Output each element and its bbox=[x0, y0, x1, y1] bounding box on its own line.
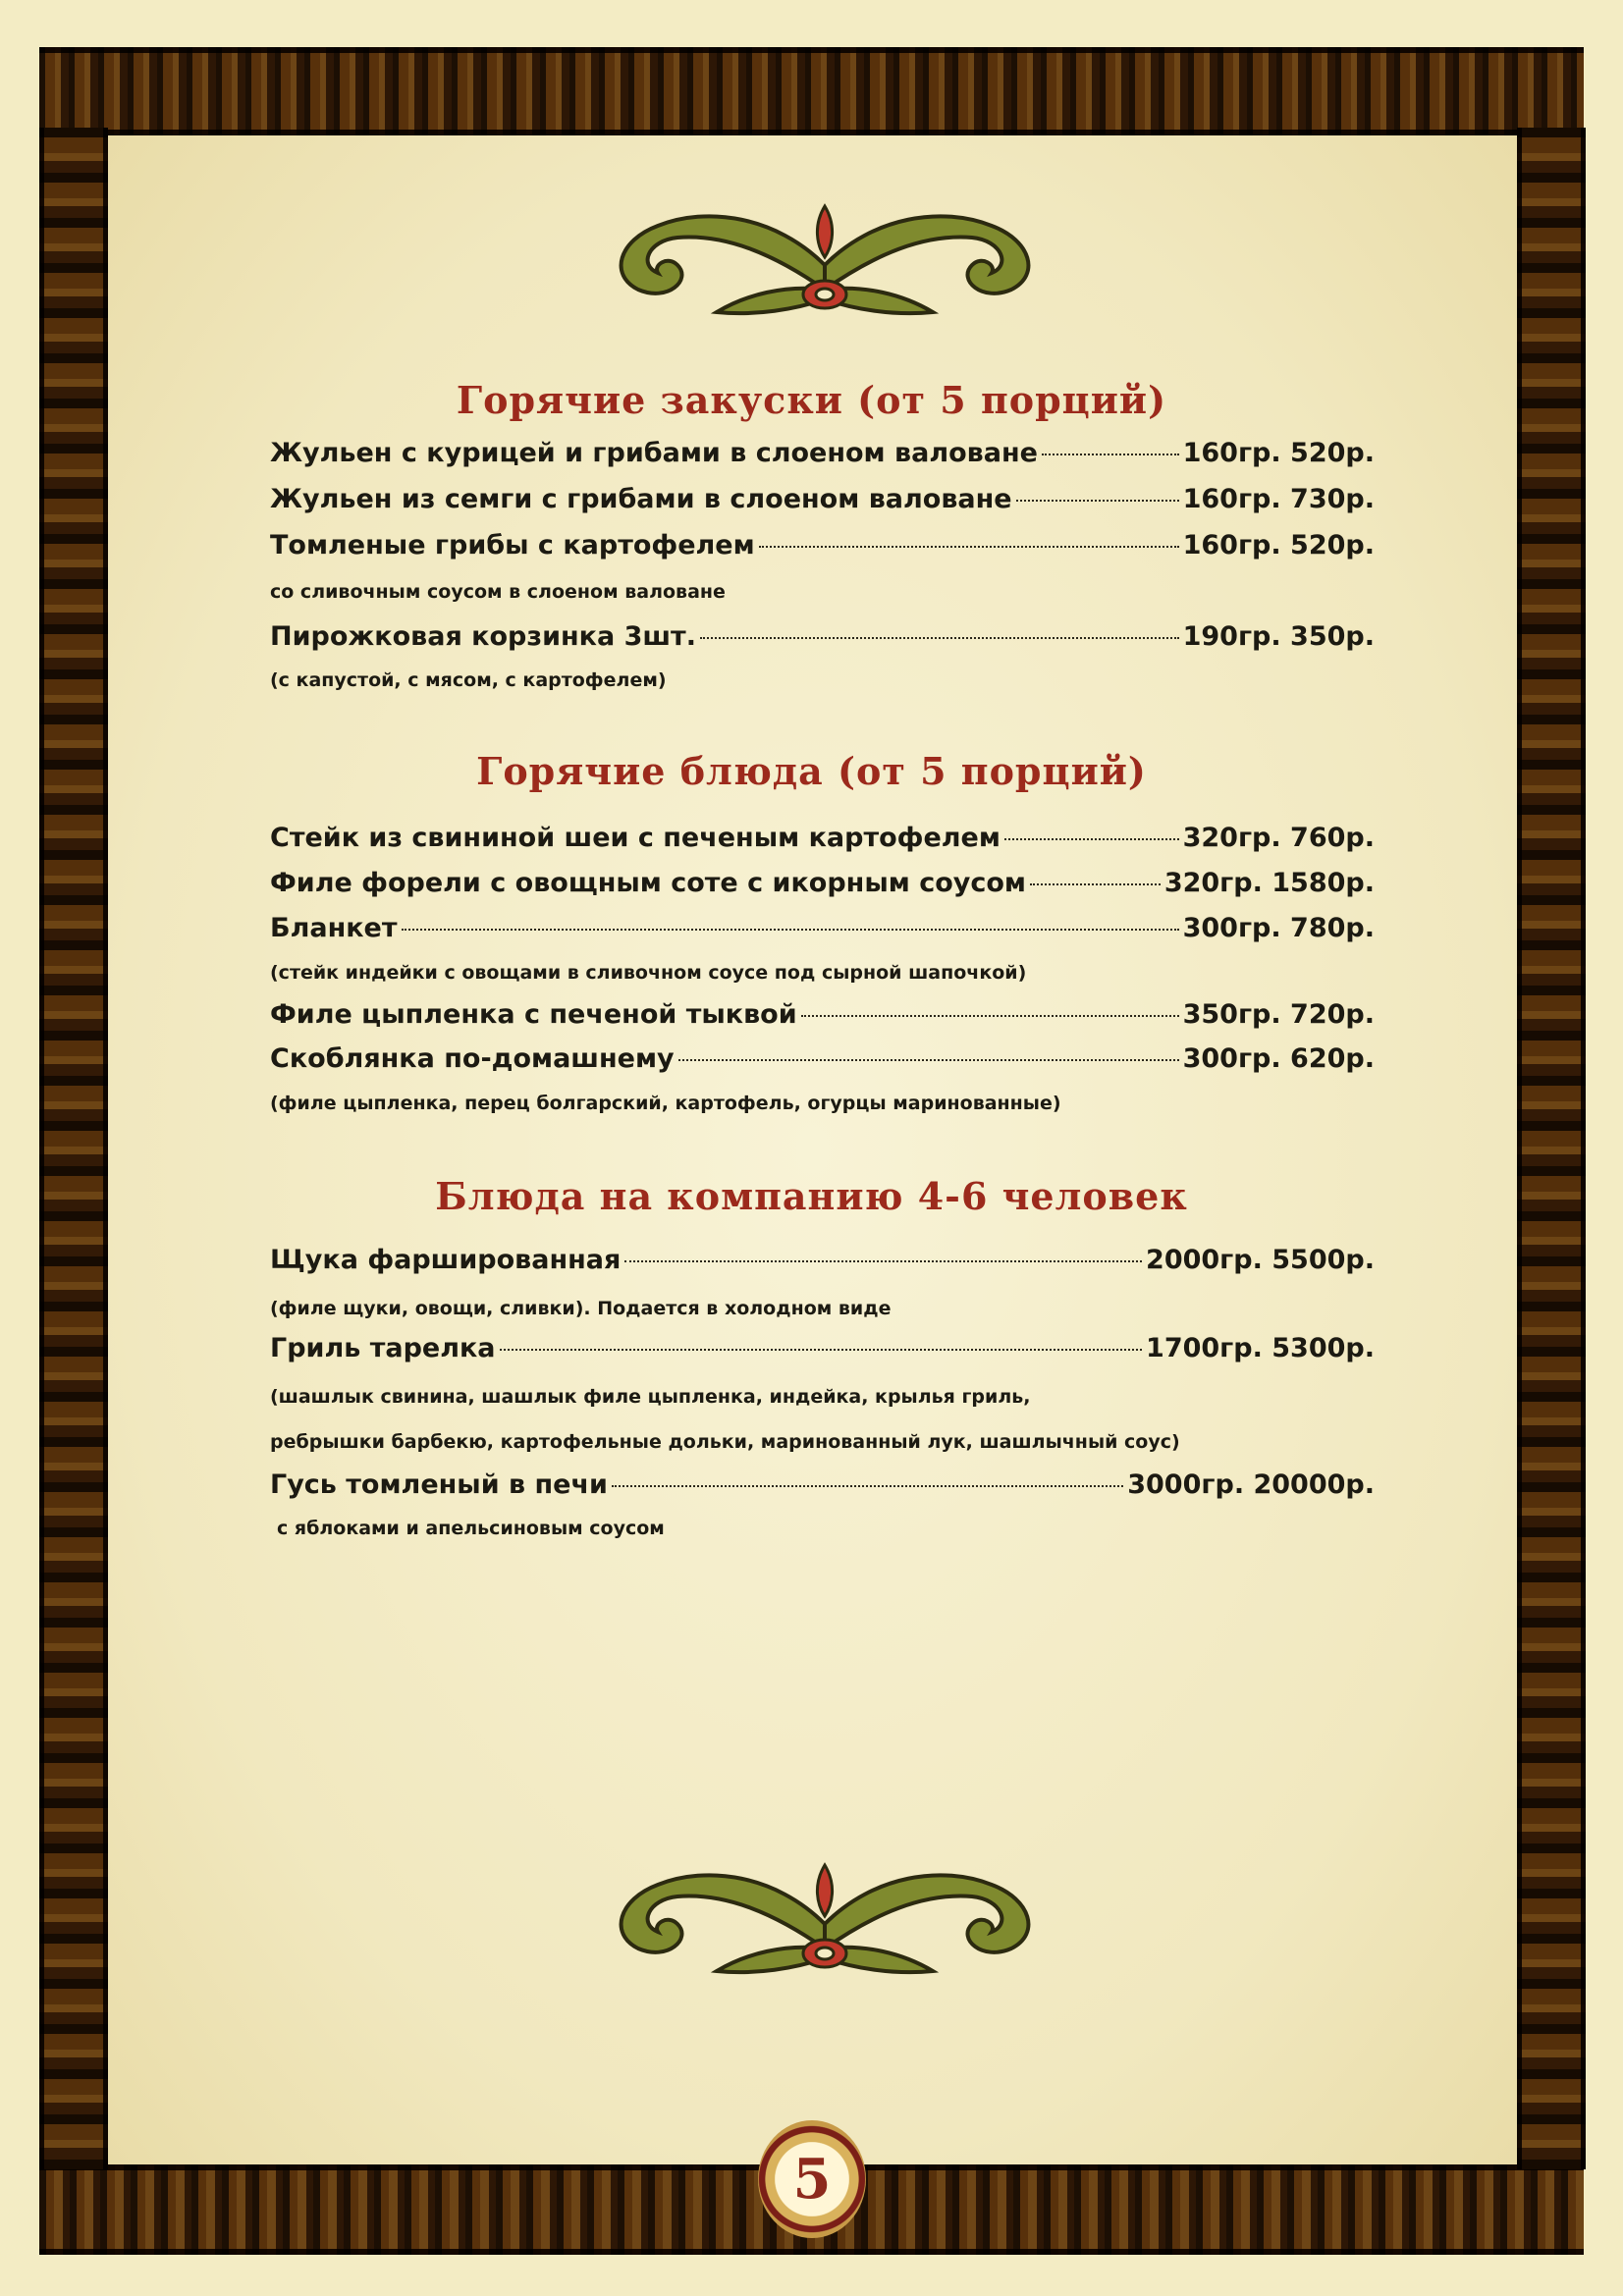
dot-leader bbox=[612, 1485, 1123, 1487]
dish-price: 300гр. 780р. bbox=[1182, 913, 1375, 943]
section-title-hot-dishes: Горячие блюда (от 5 порций) bbox=[476, 749, 1147, 793]
menu-item bbox=[270, 999, 1375, 1039]
dot-leader bbox=[759, 546, 1179, 548]
menu-item bbox=[270, 530, 1375, 569]
dot-leader bbox=[402, 929, 1179, 931]
dish-note: с яблоками и апельсиновым соусом bbox=[277, 1518, 665, 1539]
dish-name: Стейк из свининой шеи с печеным картофелем bbox=[270, 823, 1001, 853]
dish-price: 160гр. 730р. bbox=[1182, 484, 1375, 514]
menu-item bbox=[270, 621, 1375, 661]
dot-leader bbox=[700, 637, 1179, 639]
section-title-hot-appetizers: Горячие закуски (от 5 порций) bbox=[456, 378, 1167, 422]
menu-item bbox=[270, 868, 1375, 907]
frame-left-border bbox=[39, 128, 108, 2169]
dot-leader bbox=[1030, 883, 1161, 885]
frame-right-border bbox=[1517, 128, 1586, 2169]
folk-leaf-ornament-icon bbox=[599, 196, 1051, 324]
dish-price: 320гр. 760р. bbox=[1182, 823, 1375, 853]
menu-item bbox=[270, 1245, 1375, 1284]
dish-name: Гриль тарелка bbox=[270, 1333, 496, 1363]
dish-note: со сливочным соусом в слоеном валоване bbox=[270, 581, 726, 603]
dish-name: Филе цыпленка с печеной тыквой bbox=[270, 999, 797, 1030]
menu-item bbox=[270, 1333, 1375, 1372]
dish-price: 320гр. 1580р. bbox=[1163, 868, 1375, 898]
dot-leader bbox=[678, 1059, 1179, 1061]
dot-leader bbox=[1042, 454, 1179, 455]
dish-note: (с капустой, с мясом, с картофелем) bbox=[270, 669, 667, 691]
dish-name: Жульен с курицей и грибами в слоеном валоване bbox=[270, 438, 1038, 468]
dish-name: Скоблянка по-домашнему bbox=[270, 1043, 675, 1074]
dish-price: 160гр. 520р. bbox=[1182, 530, 1375, 561]
menu-item bbox=[270, 823, 1375, 862]
frame-top-border bbox=[39, 47, 1584, 135]
dish-note: (филе цыпленка, перец болгарский, картофель, огурцы маринованные) bbox=[270, 1093, 1061, 1114]
page-number: 5 bbox=[792, 2147, 832, 2212]
dish-note: ребрышки барбекю, картофельные дольки, маринованный лук, шашлычный соус) bbox=[270, 1431, 1180, 1453]
dot-leader bbox=[1016, 500, 1179, 502]
dish-price: 190гр. 350р. bbox=[1182, 621, 1375, 652]
dish-name: Пирожковая корзинка 3шт. bbox=[270, 621, 696, 652]
page-medal bbox=[758, 2120, 866, 2238]
dot-leader bbox=[500, 1349, 1143, 1351]
menu-item bbox=[270, 438, 1375, 477]
menu-item bbox=[270, 484, 1375, 523]
section-title-group-dishes: Блюда на компанию 4-6 человек bbox=[435, 1174, 1188, 1218]
menu-item bbox=[270, 913, 1375, 952]
dish-name: Щука фаршированная bbox=[270, 1245, 622, 1275]
dish-note: (шашлык свинина, шашлык филе цыпленка, индейка, крылья гриль, bbox=[270, 1386, 1031, 1408]
dot-leader bbox=[624, 1260, 1142, 1262]
dot-leader bbox=[1004, 838, 1179, 840]
dish-price: 2000гр. 5500р. bbox=[1146, 1245, 1375, 1275]
dish-price: 3000гр. 20000р. bbox=[1127, 1469, 1375, 1500]
dish-note: (филе щуки, овощи, сливки). Подается в холодном виде bbox=[270, 1298, 892, 1319]
dish-price: 350гр. 720р. bbox=[1182, 999, 1375, 1030]
dish-price: 1700гр. 5300р. bbox=[1146, 1333, 1375, 1363]
dot-leader bbox=[801, 1015, 1179, 1017]
menu-item bbox=[270, 1043, 1375, 1083]
folk-leaf-ornament-icon bbox=[599, 1855, 1051, 1983]
menu-item bbox=[270, 1469, 1375, 1509]
dish-price: 160гр. 520р. bbox=[1182, 438, 1375, 468]
dish-name: Бланкет bbox=[270, 913, 398, 943]
dish-name: Томленые грибы с картофелем bbox=[270, 530, 755, 561]
dish-name: Филе форели с овощным соте с икорным соусом bbox=[270, 868, 1026, 898]
dish-note: (стейк индейки с овощами в сливочном соусе под сырной шапочкой) bbox=[270, 962, 1027, 984]
dish-name: Гусь томленый в печи bbox=[270, 1469, 608, 1500]
dish-name: Жульен из семги с грибами в слоеном валоване bbox=[270, 484, 1012, 514]
dish-price: 300гр. 620р. bbox=[1182, 1043, 1375, 1074]
